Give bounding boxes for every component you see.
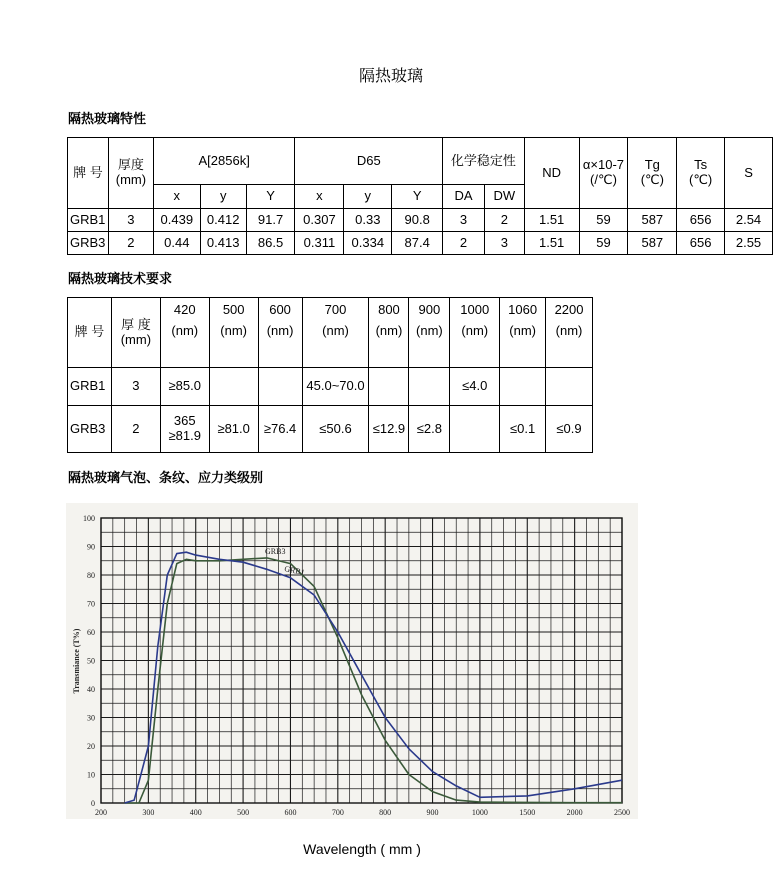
table-cell [546, 368, 593, 406]
table-cell: ≤50.6 [302, 406, 369, 453]
table-cell: 2 [111, 406, 160, 453]
s-header: S [725, 138, 773, 209]
table-cell: 3 [484, 232, 524, 255]
y-tick-label: 10 [87, 770, 95, 780]
requirements-table [67, 297, 593, 453]
x-tick-label: 600 [284, 808, 297, 817]
table-cell: 86.5 [246, 232, 295, 255]
y-tick-label: 30 [87, 713, 95, 723]
brand-header: 牌 号 [68, 298, 112, 368]
wavelength-header-500: 500 (nm) [209, 298, 258, 368]
table-cell [369, 368, 409, 406]
table-cell: 90.8 [392, 209, 443, 232]
d-x-header: x [295, 185, 344, 209]
wavelength-header-420: 420 (nm) [160, 298, 209, 368]
table-cell: 59 [579, 232, 628, 255]
y-tick-label: 80 [87, 571, 95, 580]
table-cell: 3 [443, 209, 485, 232]
tg-header: Tg (℃) [628, 138, 677, 209]
x-tick-label: 1500 [519, 808, 536, 817]
wavelength-header-1060: 1060 (nm) [500, 298, 546, 368]
y-tick-label: 40 [87, 685, 95, 694]
table-cell [500, 368, 546, 406]
table-cell: 365 ≥81.9 [160, 406, 209, 453]
y-tick-label: 0 [91, 799, 95, 808]
x-tick-label: 2500 [614, 808, 630, 817]
x-tick-label: 500 [237, 808, 250, 817]
table-cell: ≥81.0 [209, 406, 258, 453]
wavelength-header-900: 900 (nm) [409, 298, 450, 368]
a2856k-header: A[2856k] [153, 138, 295, 185]
table-cell: 3 [108, 209, 153, 232]
table-cell: ≤12.9 [369, 406, 409, 453]
series-label-grb1: GRB1 [283, 564, 306, 578]
wavelength-header-2200: 2200 (nm) [546, 298, 593, 368]
y-tick-label: 20 [87, 742, 95, 751]
y-tick-label: 90 [87, 542, 95, 552]
table-cell: 2.54 [725, 209, 773, 232]
a-y-header: y [200, 185, 246, 209]
table-cell: 2 [108, 232, 153, 255]
y-tick-label: 50 [87, 656, 95, 666]
x-tick-label: 2000 [566, 808, 583, 817]
table-cell: 91.7 [246, 209, 295, 232]
table-cell: 45.0~70.0 [302, 368, 369, 406]
ts-header: Ts (℃) [677, 138, 725, 209]
table-cell: GRB1 [68, 368, 112, 406]
brand-header: 牌 号 [68, 138, 109, 209]
table-cell: ≤0.1 [500, 406, 546, 453]
y-axis-label: Transmiance (T%) [72, 628, 81, 694]
table-cell: 0.44 [153, 232, 200, 255]
nd-header: ND [524, 138, 579, 209]
wavelength-header-700: 700 (nm) [302, 298, 369, 368]
thickness-header: 厚度 (mm) [108, 138, 153, 209]
table-cell: 0.307 [295, 209, 344, 232]
chart-grid [101, 518, 622, 803]
table-cell: 1.51 [524, 209, 579, 232]
table-cell: 587 [628, 232, 677, 255]
x-axis-label: Wavelength ( mm ) [303, 841, 421, 857]
a-Y-header: Y [246, 185, 295, 209]
y-tick-label: 100 [83, 514, 95, 523]
table-cell: 0.413 [200, 232, 246, 255]
x-tick-label: 900 [426, 808, 439, 817]
x-tick-label: 800 [379, 808, 392, 817]
table-cell: 0.412 [200, 209, 246, 232]
table-row [68, 368, 593, 406]
table-cell: GRB3 [68, 406, 112, 453]
table-cell: 2 [484, 209, 524, 232]
table-cell: 0.311 [295, 232, 344, 255]
da-header: DA [443, 185, 485, 209]
table-cell: ≥76.4 [258, 406, 302, 453]
table-cell: 0.334 [344, 232, 392, 255]
y-tick-label: 60 [87, 628, 95, 637]
chart-svg [66, 503, 638, 819]
alpha-header: α×10-7 (/℃) [579, 138, 628, 209]
table-cell [258, 368, 302, 406]
x-tick-label: 300 [142, 808, 155, 817]
table-cell [209, 368, 258, 406]
x-tick-label: 400 [189, 808, 202, 817]
y-tick-label: 70 [87, 599, 95, 609]
properties-table [67, 137, 773, 255]
table-cell: ≤0.9 [546, 406, 593, 453]
series-label-grb3: GRB3 [265, 547, 286, 556]
table-cell: 87.4 [392, 232, 443, 255]
table-cell: 656 [677, 232, 725, 255]
table-cell [409, 368, 450, 406]
table-cell: ≤4.0 [450, 368, 500, 406]
section3-heading: 隔热玻璃气泡、条纹、应力类级别 [68, 471, 264, 486]
table-row [68, 406, 593, 453]
transmittance-chart [66, 503, 638, 819]
section2-heading: 隔热玻璃技术要求 [68, 272, 173, 287]
document-title: 隔热玻璃 [358, 66, 423, 85]
table-cell: 2 [443, 232, 485, 255]
table-cell: 587 [628, 209, 677, 232]
table-cell: 59 [579, 209, 628, 232]
x-tick-label: 700 [331, 808, 344, 817]
table-row [68, 232, 773, 255]
table-cell: 0.439 [153, 209, 200, 232]
wavelength-header-1000: 1000 (nm) [450, 298, 500, 368]
a-x-header: x [153, 185, 200, 209]
table-cell: ≤2.8 [409, 406, 450, 453]
wavelength-header-600: 600 (nm) [258, 298, 302, 368]
table-cell: 1.51 [524, 232, 579, 255]
d-y-header: y [344, 185, 392, 209]
wavelength-header-800: 800 (nm) [369, 298, 409, 368]
table-cell: 3 [111, 368, 160, 406]
table-cell: 0.33 [344, 209, 392, 232]
d65-header: D65 [295, 138, 443, 185]
table-cell: ≥85.0 [160, 368, 209, 406]
d-Y-header: Y [392, 185, 443, 209]
table-cell: GRB1 [68, 209, 109, 232]
dw-header: DW [484, 185, 524, 209]
x-tick-label: 1000 [471, 808, 488, 817]
table-cell: 656 [677, 209, 725, 232]
section1-heading: 隔热玻璃特性 [68, 112, 147, 127]
table-row [68, 209, 773, 232]
table-cell [450, 406, 500, 453]
table-cell: 2.55 [725, 232, 773, 255]
table-cell: GRB3 [68, 232, 109, 255]
thickness-header: 厚 度 (mm) [111, 298, 160, 368]
x-tick-label: 200 [95, 808, 107, 817]
chem-stability-header: 化学稳定性 [443, 138, 525, 185]
